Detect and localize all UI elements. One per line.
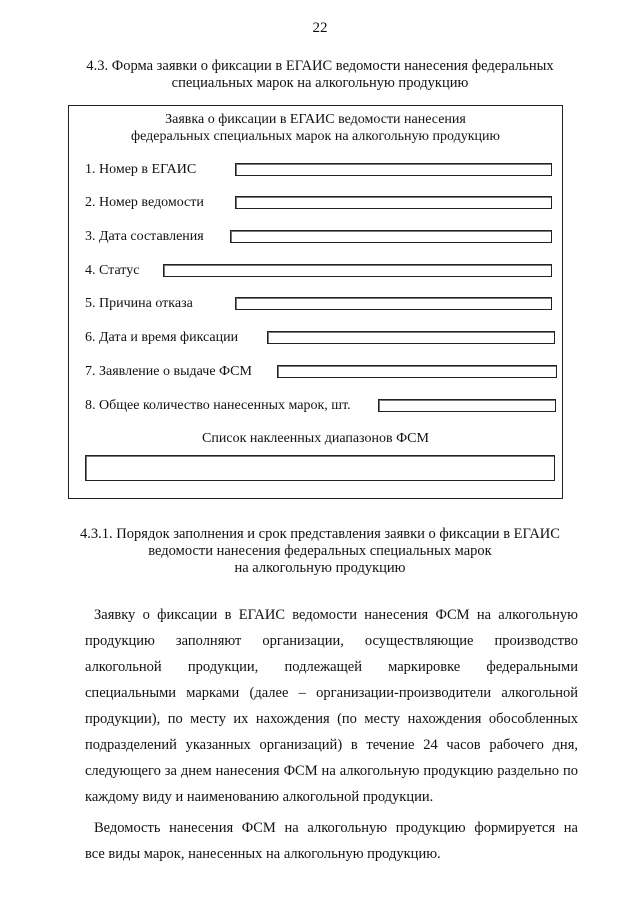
ranges-caption: Список наклеенных диапазонов ФСМ [202,431,429,446]
subsection-title-line: ведомости нанесения федеральных специальных марок [148,543,492,559]
creation-date-input[interactable] [230,230,552,243]
section-title [70,58,570,92]
paragraph-line: Ведомость нанесения ФСМ на алкогольную продукцию формируется на [94,820,578,836]
field-label-status: 4. Статус [85,263,140,278]
egais-number-input[interactable] [235,163,552,176]
fixation-datetime-input[interactable] [267,331,555,344]
paragraph-line: специальными марками (далее – организации-производители алкогольной [85,685,578,701]
field-label-egais-number: 1. Номер в ЕГАИС [85,162,197,177]
subsection-title-line: 4.3.1. Порядок заполнения и срок представления заявки о фиксации в ЕГАИС [80,526,560,542]
fsm-ranges-input[interactable] [85,455,555,481]
page-number: 22 [312,20,328,36]
field-label-rejection-reason: 5. Причина отказа [85,296,193,311]
form-title [70,111,561,145]
field-label-statement-number: 2. Номер ведомости [85,195,204,210]
field-label-fsm-application: 7. Заявление о выдаче ФСМ [85,364,252,379]
section-title-line: специальных марок на алкогольную продукцию [171,75,469,91]
body-paragraph [85,815,578,867]
field-label-total-stamps: 8. Общее количество нанесенных марок, шт. [85,398,351,413]
paragraph-line: подразделений указанных организаций) в течение 24 часов рабочего дня, [85,737,578,753]
subsection-title [70,526,570,577]
form-title-line: Заявка о фиксации в ЕГАИС ведомости нанесения [165,112,466,127]
paragraph-line: каждому виду и наименованию алкогольной продукции. [85,789,434,805]
field-label-creation-date: 3. Дата составления [85,229,204,244]
status-input[interactable] [163,264,552,277]
body-paragraph [85,602,578,810]
statement-number-input[interactable] [235,196,552,209]
paragraph-line: продукцию заполняют организации, осуществляющие производство [85,633,578,649]
paragraph-line: Заявку о фиксации в ЕГАИС ведомости нанесения ФСМ на алкогольную [94,607,578,623]
paragraph-line: алкогольной продукции, подлежащей маркировке федеральными [85,659,578,675]
paragraph-line: все виды марок, нанесенных на алкогольную продукцию. [85,846,441,862]
rejection-reason-input[interactable] [235,297,552,310]
total-stamps-input[interactable] [378,399,556,412]
paragraph-line: следующего за днем нанесения ФСМ на алкогольную продукцию раздельно по [85,763,578,779]
paragraph-line: продукции), по месту их нахождения (по месту нахождения обособленных [85,711,578,727]
section-title-line: 4.3. Форма заявки о фиксации в ЕГАИС ведомости нанесения федеральных [86,58,554,74]
fsm-application-input[interactable] [277,365,557,378]
subsection-title-line: на алкогольную продукцию [234,560,406,576]
field-label-fixation-datetime: 6. Дата и время фиксации [85,330,239,345]
form-title-line: федеральных специальных марок на алкогольную продукцию [131,129,500,144]
